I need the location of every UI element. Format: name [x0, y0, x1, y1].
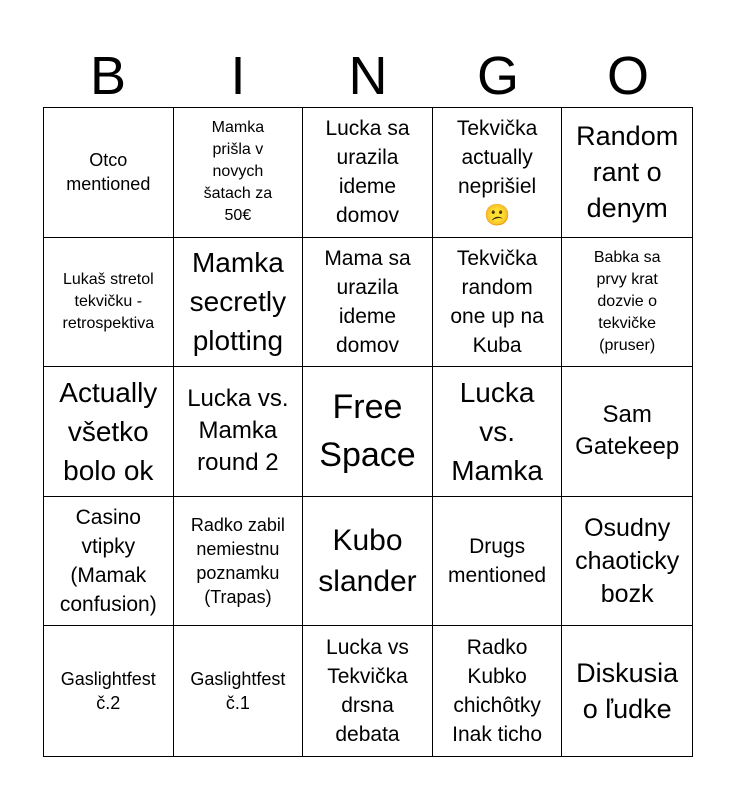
bingo-cell[interactable]: Drugs mentioned — [433, 497, 563, 627]
bingo-cell[interactable]: Lucka vs. Mamka round 2 — [174, 367, 304, 497]
header-letter-b: B — [89, 46, 127, 106]
bingo-cell[interactable]: Gaslightfest č.2 — [44, 626, 174, 756]
bingo-grid — [43, 107, 693, 757]
bingo-cell[interactable]: Osudny chaoticky bozk — [562, 497, 692, 627]
bingo-cell[interactable]: Lukaš stretol tekvičku - retrospektiva — [44, 238, 174, 368]
header-letter-n: N — [348, 46, 388, 106]
bingo-cell[interactable]: Random rant o denym — [562, 108, 692, 238]
bingo-cell[interactable]: Radko zabil nemiestnu poznamku (Trapas) — [174, 497, 304, 627]
bingo-cell[interactable]: Kubo slander — [303, 497, 433, 627]
bingo-cell[interactable]: Radko Kubko chichôtky Inak ticho — [433, 626, 563, 756]
bingo-cell[interactable]: Mamka prišla v novych šatach za 50€ — [174, 108, 304, 238]
bingo-cell[interactable]: Diskusia o ľudke — [576, 658, 679, 725]
bingo-cell[interactable]: Tekvička actually neprišiel 😕 — [433, 108, 563, 238]
bingo-free-space[interactable]: Free Space — [303, 367, 433, 497]
bingo-cell[interactable]: Actually všetko bolo ok — [44, 367, 174, 497]
bingo-cell[interactable]: Lucka vs. Mamka — [433, 367, 563, 497]
bingo-cell[interactable]: Gaslightfest č.1 — [174, 626, 304, 756]
bingo-cell[interactable]: Tekvička random one up na Kuba — [433, 238, 563, 368]
header-letter-i: I — [230, 46, 246, 106]
bingo-cell[interactable]: Otco mentioned — [44, 108, 174, 238]
bingo-cell[interactable]: Lucka sa urazila ideme domov — [303, 108, 433, 238]
bingo-header — [43, 45, 693, 107]
header-letter-o: O — [606, 46, 649, 106]
header-letter-g: G — [476, 46, 519, 106]
bingo-cell[interactable]: Babka sa prvy krat dozvie o tekvičke (pruser) — [562, 238, 692, 368]
bingo-cell[interactable]: Lucka vs Tekvička drsna debata — [303, 626, 433, 756]
bingo-cell[interactable]: Casino vtipky (Mamak confusion) — [44, 497, 174, 627]
bingo-cell[interactable]: Mamka secretly plotting — [174, 238, 304, 368]
bingo-cell[interactable]: Mama sa urazila ideme domov — [303, 238, 433, 368]
bingo-cell[interactable]: Sam Gatekeep — [562, 367, 692, 497]
